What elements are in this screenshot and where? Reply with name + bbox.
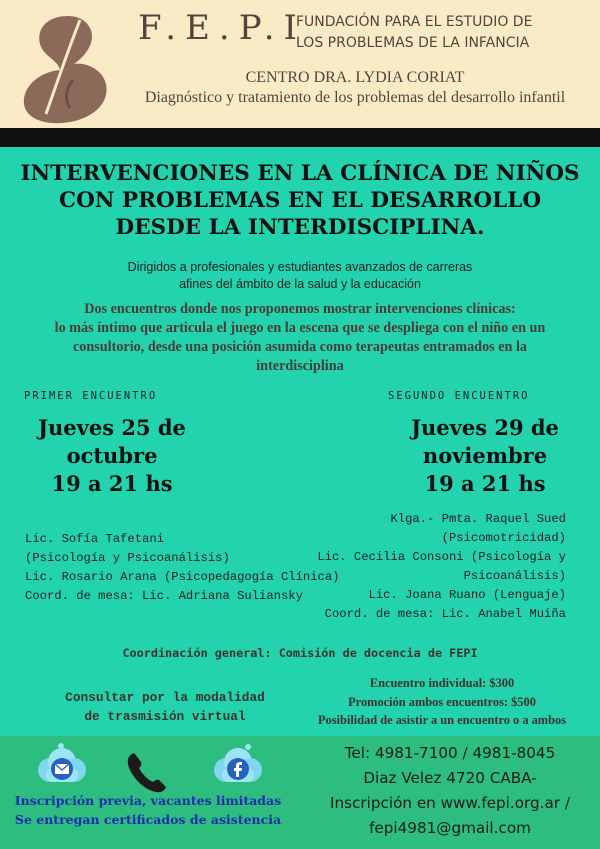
consult-line-2: de trasmisión virtual bbox=[84, 709, 246, 724]
facebook-icon[interactable] bbox=[210, 740, 266, 796]
speaker-line: Coord. de mesa: Lic. Anabel Muiña bbox=[324, 607, 566, 621]
encuentro-1-date-line-1: Jueves 25 de bbox=[38, 415, 186, 440]
speaker-line: Lic. Joana Ruano (Lenguaje) bbox=[368, 588, 566, 602]
encuentro-2-time: 19 a 21 hs bbox=[424, 471, 546, 496]
centro-tagline: Diagnóstico y tratamiento de los problemas del desarrollo infantil bbox=[144, 89, 566, 106]
logo-title: F.E.P.I bbox=[138, 8, 306, 48]
registration-line-2: Se entregan certificados de asistencia bbox=[14, 812, 282, 827]
encuentro-1-date-line-2: octubre bbox=[66, 443, 158, 468]
description bbox=[0, 300, 600, 376]
encuentro-1-speakers bbox=[25, 530, 345, 606]
speaker-line: (Psicomotricidad) bbox=[441, 531, 566, 545]
audience-text bbox=[0, 259, 600, 293]
foundation-name-line-1: FUNDACIÓN PARA EL ESTUDIO DE bbox=[296, 14, 533, 30]
divider-band bbox=[0, 128, 600, 147]
registration-line-1: Inscripción previa, vacantes limitadas bbox=[14, 793, 282, 808]
title-line-1: INTERVENCIONES EN LA CLÍNICA DE NIÑOS bbox=[20, 161, 580, 186]
description-line-2: lo más íntimo que articula el juego en la escena que se despliega con el niño en un bbox=[54, 320, 546, 336]
description-line-1: Dos encuentros donde nos proponemos mostrar intervenciones clínicas: bbox=[84, 301, 516, 317]
speaker-line: Lic. Sofía Tafetani bbox=[25, 532, 164, 546]
encuentro-2-date-line-1: Jueves 29 de bbox=[411, 415, 559, 440]
contact-phone: Tel: 4981-7100 / 4981-8045 bbox=[344, 744, 556, 762]
speaker-line: Klga.- Pmta. Raquel Sued bbox=[390, 512, 566, 526]
description-line-3: consultorio, desde una posición asumida como terapeutas entramados en la bbox=[72, 339, 528, 355]
contact-info bbox=[300, 741, 600, 841]
description-line-4: interdisciplina bbox=[256, 358, 344, 374]
encuentro-1-label: PRIMER ENCUENTRO bbox=[24, 390, 158, 402]
registration-note bbox=[0, 791, 296, 829]
encuentro-2-label: SEGUNDO ENCUENTRO bbox=[388, 390, 530, 402]
price-individual: Encuentro individual: $300 bbox=[369, 676, 515, 690]
speaker-line: Coord. de mesa: Lic. Adriana Suliansky bbox=[25, 589, 303, 603]
consult-line-1: Consultar por la modalidad bbox=[65, 690, 265, 705]
foundation-name-line-2: LOS PROBLEMAS DE LA INFANCIA bbox=[296, 35, 530, 51]
encuentro-2-date bbox=[380, 414, 590, 498]
speaker-line: Lic. Cecilia Consoni (Psicología y bbox=[317, 550, 566, 564]
speaker-line: Lic. Rosario Arana (Psicopedagogía Clínica) bbox=[25, 570, 340, 584]
centro-name: CENTRO DRA. LYDIA CORIAT bbox=[245, 69, 465, 86]
consult-virtual-note bbox=[30, 688, 300, 726]
encuentro-2-date-line-2: noviembre bbox=[422, 443, 548, 468]
title-line-2: CON PROBLEMAS EN EL DESARROLLO bbox=[58, 188, 542, 213]
price-promo: Promoción ambos encuentros: $500 bbox=[348, 694, 536, 709]
contact-address: Diaz Velez 4720 CABA- bbox=[363, 769, 537, 787]
speaker-line: (Psicología y Psicoanálisis) bbox=[25, 551, 230, 565]
prices bbox=[292, 674, 592, 730]
audience-line-2: afines del ámbito de la salud y la educación bbox=[179, 277, 421, 291]
encuentro-1-time: 19 a 21 hs bbox=[51, 471, 173, 496]
title-line-3: DESDE LA INTERDISCIPLINA. bbox=[115, 215, 485, 240]
contact-web[interactable]: Inscripción en www.fepi.org.ar / bbox=[330, 794, 570, 812]
fepi-logo bbox=[18, 10, 118, 126]
speaker-line: Psicoanálisis) bbox=[463, 569, 566, 583]
general-coordination: Coordinación general: Comisión de docencia de FEPI bbox=[122, 646, 478, 660]
encuentro-2-speakers bbox=[300, 510, 566, 624]
audience-line-1: Dirigidos a profesionales y estudiantes avanzados de carreras bbox=[127, 260, 473, 274]
mail-icon[interactable] bbox=[34, 740, 90, 796]
encuentro-1-date bbox=[12, 414, 212, 498]
contact-email[interactable]: fepi4981@gmail.com bbox=[369, 819, 531, 837]
price-option: Posibilidad de asistir a un encuentro o a ambos bbox=[317, 713, 567, 727]
main-title bbox=[0, 160, 600, 241]
